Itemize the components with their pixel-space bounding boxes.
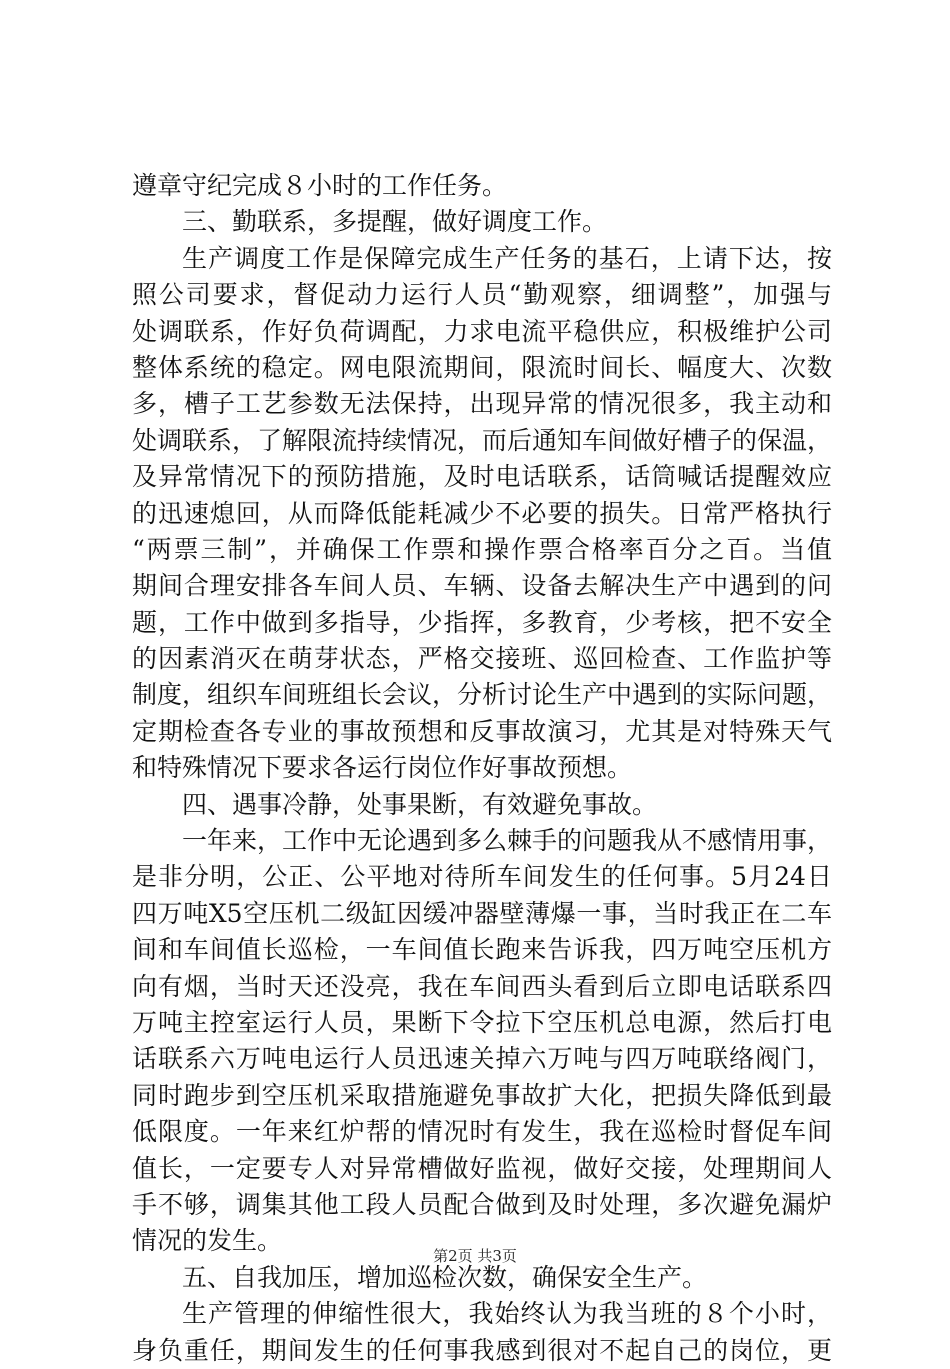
text-line: 及异常情况下的预防措施，及时电话联系，话筒喊话提醒效应 (132, 462, 832, 492)
text-line: 情况的发生。 (132, 1226, 283, 1256)
text-line: 一年来，工作中无论遇到多么棘手的问题我从不感情用事， (182, 826, 833, 856)
text-line: 的因素消灭在萌芽状态，严格交接班、巡回检查、工作监护等 (132, 644, 832, 674)
page-footer: 第2页 共3页 (433, 1247, 517, 1265)
text-line: 手不够，调集其他工段人员配合做到及时处理，多次避免漏炉 (132, 1189, 832, 1219)
text-line: 整体系统的稳定。网电限流期间，限流时间长、幅度大、次数 (132, 352, 832, 382)
text-line: 值长，一定要专人对异常槽做好监视，做好交接，处理期间人 (132, 1153, 832, 1183)
text-line: 和特殊情况下要求各运行岗位作好事故预想。 (132, 753, 633, 783)
text-line: 的迅速熄回，从而降低能耗减少不必要的损失。日常严格执行 (132, 498, 832, 528)
text-line: 是非分明，公正、公平地对待所车间发生的任何事。5月24日 (132, 862, 832, 892)
text-line: 期间合理安排各车间人员、车辆、设备去解决生产中遇到的问 (132, 571, 832, 601)
text-line: 同时跑步到空压机采取措施避免事故扩大化，把损失降低到最 (132, 1080, 832, 1110)
text-line: 三、勤联系，多提醒，做好调度工作。 (182, 207, 608, 237)
text-line: 向有烟，当时天还没亮，我在车间西头看到后立即电话联系四 (132, 971, 832, 1001)
text-line: 生产管理的伸缩性很大，我始终认为我当班的８个小时， (182, 1299, 832, 1329)
text-line: 四、遇事冷静，处事果断，有效避免事故。 (182, 789, 658, 819)
text-line: “两票三制”，并确保工作票和操作票合格率百分之百。当值 (132, 534, 832, 564)
text-line: 生产调度工作是保障完成生产任务的基石，上请下达，按 (182, 243, 832, 273)
text-line: 制度，组织车间班组长会议，分析讨论生产中遇到的实际问题， (132, 680, 833, 710)
text-line: 身负重任，期间发生的任何事我感到很对不起自己的岗位，更 (132, 1335, 832, 1365)
text-line: 低限度。一年来红炉帮的情况时有发生，我在巡检时督促车间 (132, 1117, 832, 1147)
text-line: 万吨主控室运行人员，果断下令拉下空压机总电源，然后打电 (132, 1007, 832, 1037)
text-line: 间和车间值长巡检，一车间值长跑来告诉我，四万吨空压机方 (132, 935, 832, 965)
document-body (132, 168, 832, 1369)
text-line: 处调联系，作好负荷调配，力求电流平稳供应，积极维护公司 (132, 316, 832, 346)
text-line: 遵章守纪完成８小时的工作任务。 (132, 171, 508, 200)
text-line: 四万吨X5空压机二级缸因缓冲器壁薄爆一事，当时我正在二车 (132, 898, 832, 928)
text-line: 题，工作中做到多指导，少指挥，多教育，少考核，把不安全 (132, 607, 832, 637)
text-line: 处调联系，了解限流持续情况，而后通知车间做好槽子的保温， (132, 425, 833, 455)
text-line: 照公司要求，督促动力运行人员“勤观察，细调整”，加强与 (132, 280, 832, 310)
text-line: 定期检查各专业的事故预想和反事故演习，尤其是对特殊天气 (132, 716, 832, 746)
text-line: 话联系六万吨电运行人员迅速关掉六万吨与四万吨联络阀门， (132, 1044, 832, 1074)
text-line: 多，槽子工艺参数无法保持，出现异常的情况很多，我主动和 (132, 389, 832, 419)
text-line: 五、自我加压，增加巡检次数，确保安全生产。 (182, 1262, 708, 1292)
